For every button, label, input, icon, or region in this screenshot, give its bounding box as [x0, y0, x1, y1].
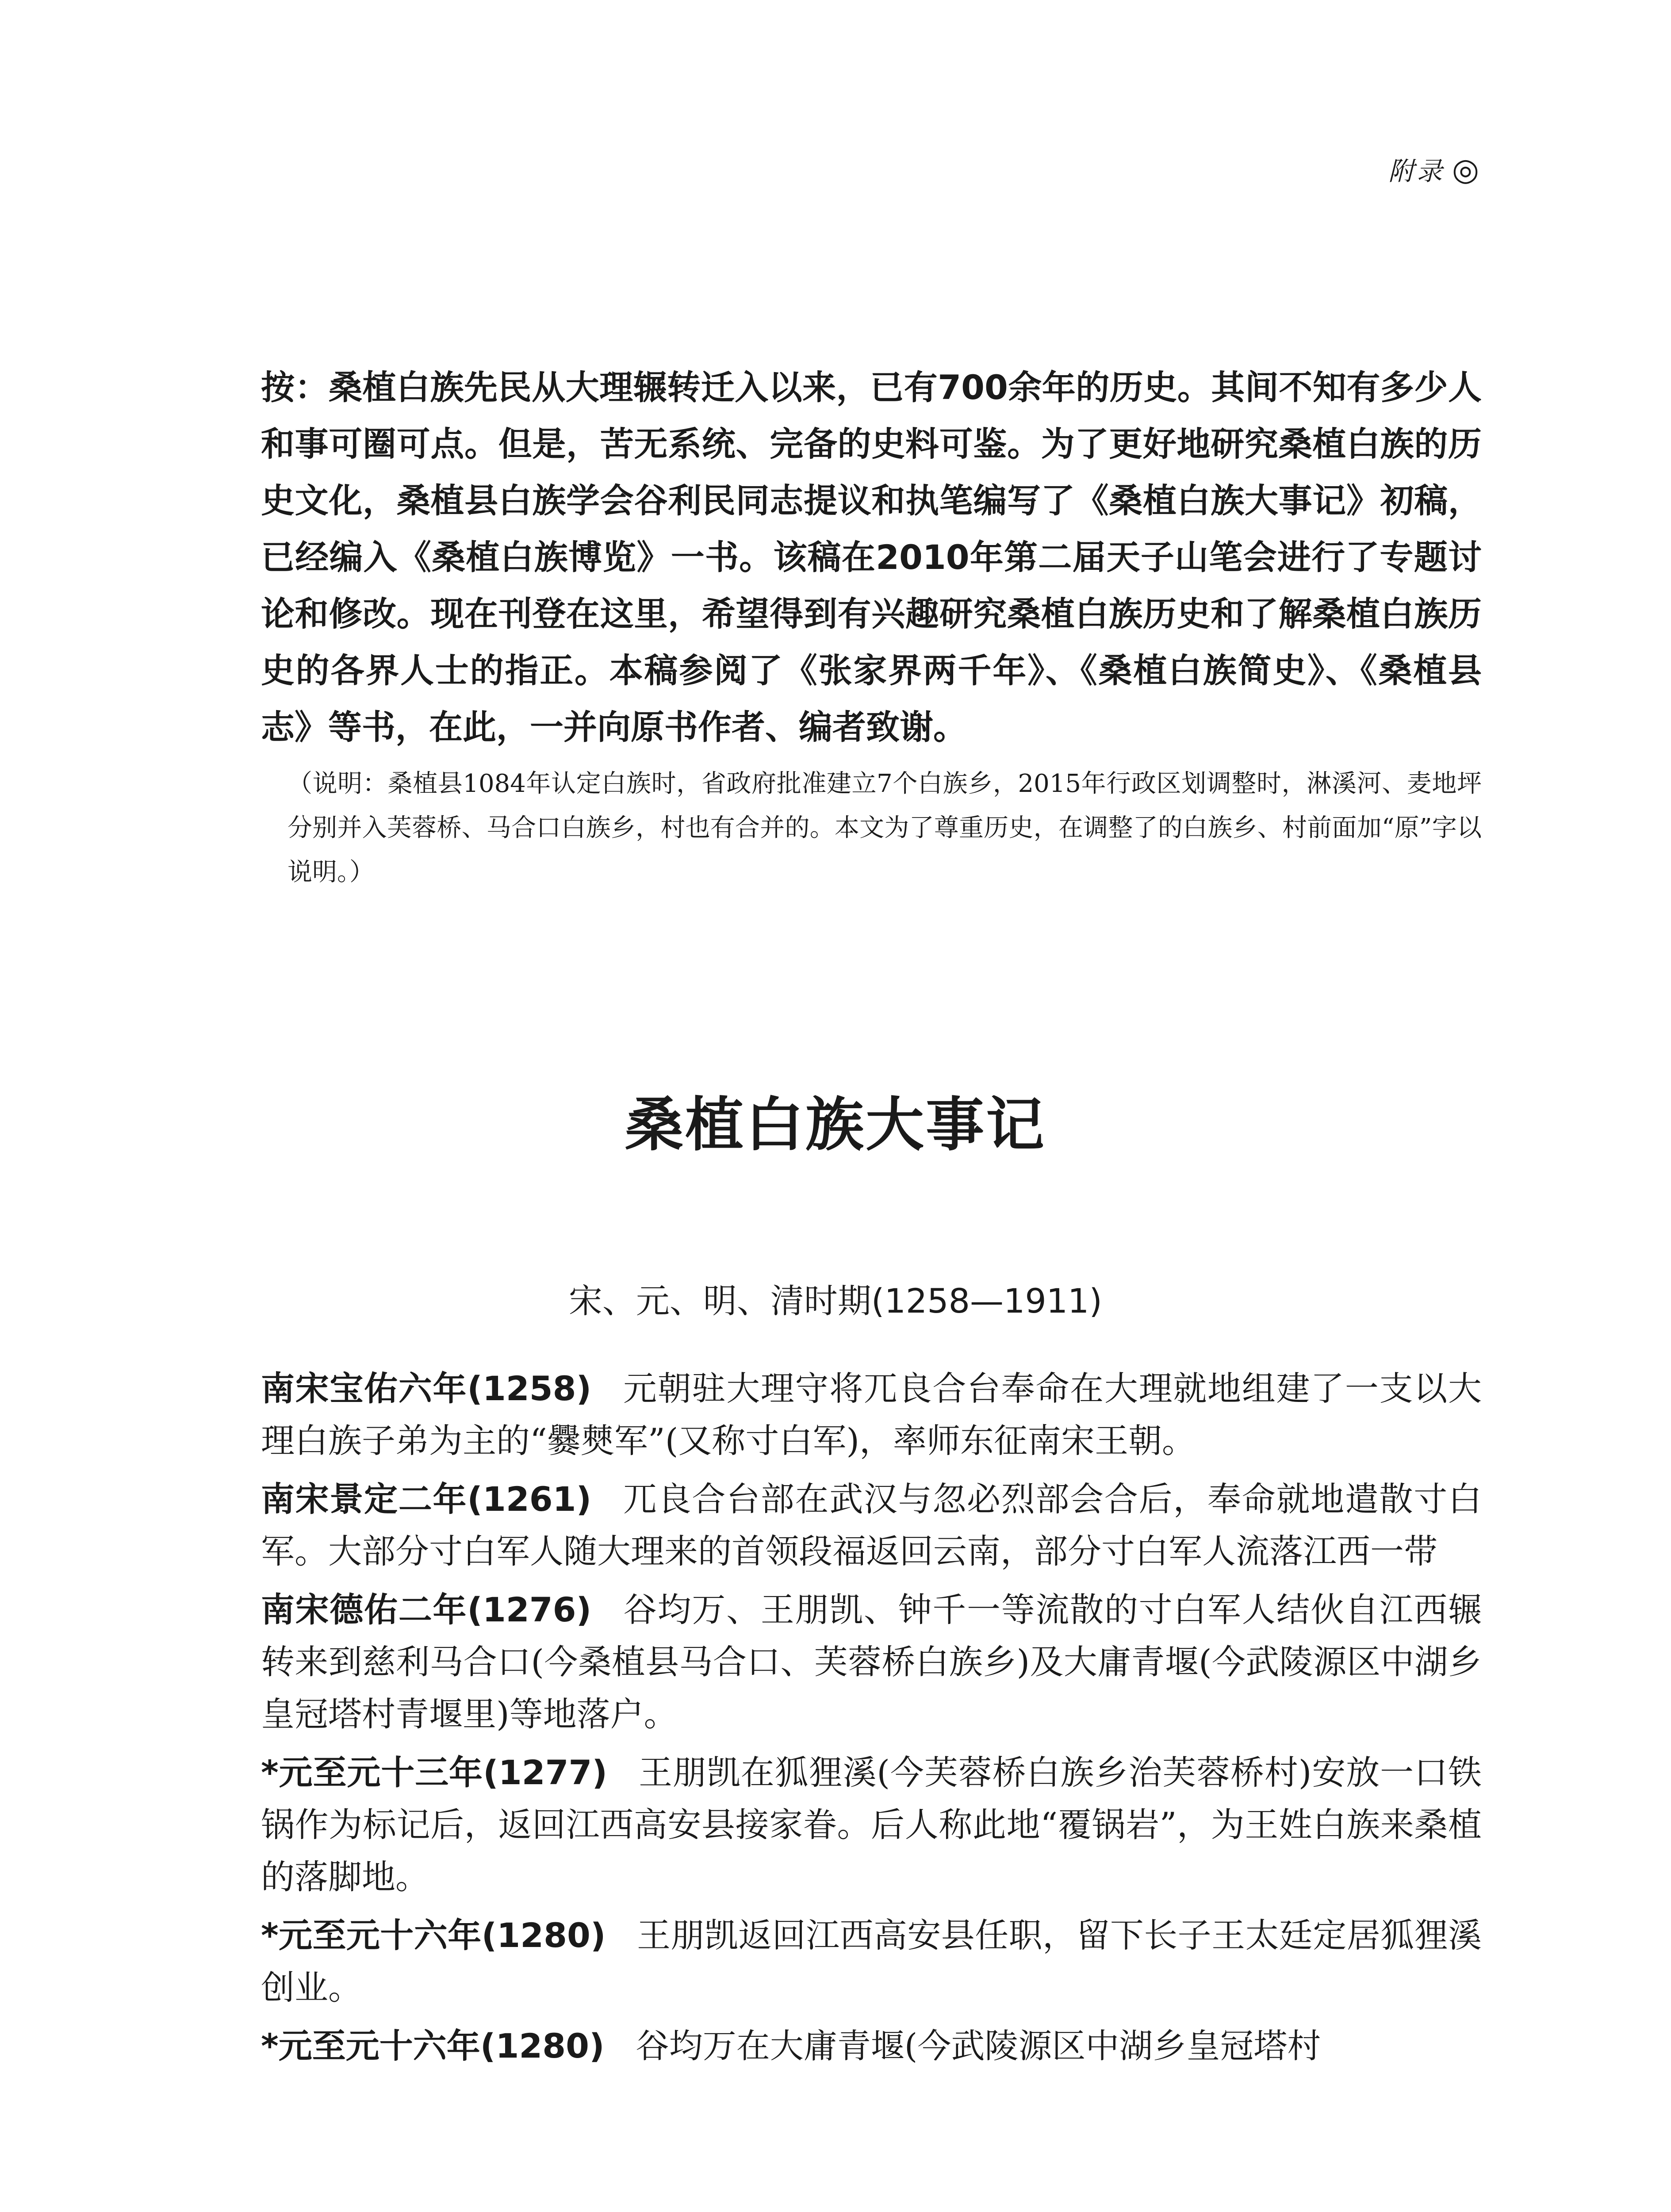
running-head	[1388, 150, 1482, 188]
section-heading: 宋、元、明、清时期(1258—1911)	[568, 1281, 1103, 1321]
chronicle-entry	[261, 1909, 1482, 2014]
article-title: 桑植白族大事记	[625, 1091, 1046, 1159]
entry-text: 谷均万、王朋凯、钟千一等流散的寸白军人结伙自江西辗转来到慈利马合口(今桑植县马合口、芙蓉桥白族乡)及大庸青堰(今武陵源区中湖乡皇冠塔村青堰里)等地落户。	[261, 1590, 1482, 1734]
editor-note: 按：桑植白族先民从大理辗转迁入以来，已有700余年的历史。其间不知有多少人和事可圈可点。但是，苦无系统、完备的史料可鉴。为了更好地研究桑植白族的历史文化，桑植县白族学会谷利民同志提议和执笔编写了《桑植白族大事记》初稿，已经编入《桑植白族博览》一书。该稿在2010年第二届天子山笔会进行了专题讨论和修改。现在刊登在这里，希望得到有兴趣研究桑植白族历史和了解桑植白族历史的各界人士的指正。本稿参阅了《张家界两千年》、《桑植白族简史》、《桑植县志》等书，在此，一并向原书作者、编者致谢。	[261, 368, 1482, 747]
chronicle-entry	[261, 1584, 1482, 1740]
entry-date: *元至元十三年(1277)	[261, 1753, 608, 1792]
chronicle-entries	[261, 1363, 1482, 2078]
entry-date: 南宋宝佑六年(1258)	[261, 1369, 592, 1408]
section-mark-icon: ◎	[1452, 151, 1482, 188]
chronicle-entry	[261, 1363, 1482, 1467]
entry-text: 兀良合台部在武汉与忽必烈部会合后，奉命就地遣散寸白军。大部分寸白军人随大理来的首领段福返回云南，部分寸白军人流落江西一带	[261, 1479, 1482, 1571]
entry-date: *元至元十六年(1280)	[261, 1916, 606, 1955]
entry-date: 南宋景定二年(1261)	[261, 1479, 592, 1519]
chronicle-entry	[261, 2020, 1482, 2072]
chronicle-entry	[261, 1473, 1482, 1578]
entry-date: *元至元十六年(1280)	[261, 2026, 605, 2066]
chronicle-entry	[261, 1747, 1482, 1903]
entry-text: 谷均万在大庸青堰(今武陵源区中湖乡皇冠塔村	[635, 2026, 1321, 2066]
entry-text: 王朋凯返回江西高安县任职，留下长子王太廷定居狐狸溪创业。	[261, 1916, 1482, 2007]
entry-date: 南宋德佑二年(1276)	[261, 1590, 592, 1629]
entry-text: 王朋凯在狐狸溪(今芙蓉桥白族乡治芙蓉桥村)安放一口铁锅作为标记后，返回江西高安县接家眷。后人称此地“覆锅岩”，为王姓白族来桑植的落脚地。	[261, 1753, 1482, 1897]
running-head-title: 附录	[1388, 156, 1445, 186]
explanation-note: （说明：桑植县1084年认定白族时，省政府批准建立7个白族乡，2015年行政区划调整时，淋溪河、麦地坪分别并入芙蓉桥、马合口白族乡，村也有合并的。本文为了尊重历史，在调整了的白族乡、村前面加“原”字以说明。）	[287, 769, 1482, 887]
entry-text: 元朝驻大理守将兀良合台奉命在大理就地组建了一支以大理白族子弟为主的“爨僰军”(又称寸白军)，率师东征南宋王朝。	[261, 1369, 1482, 1460]
